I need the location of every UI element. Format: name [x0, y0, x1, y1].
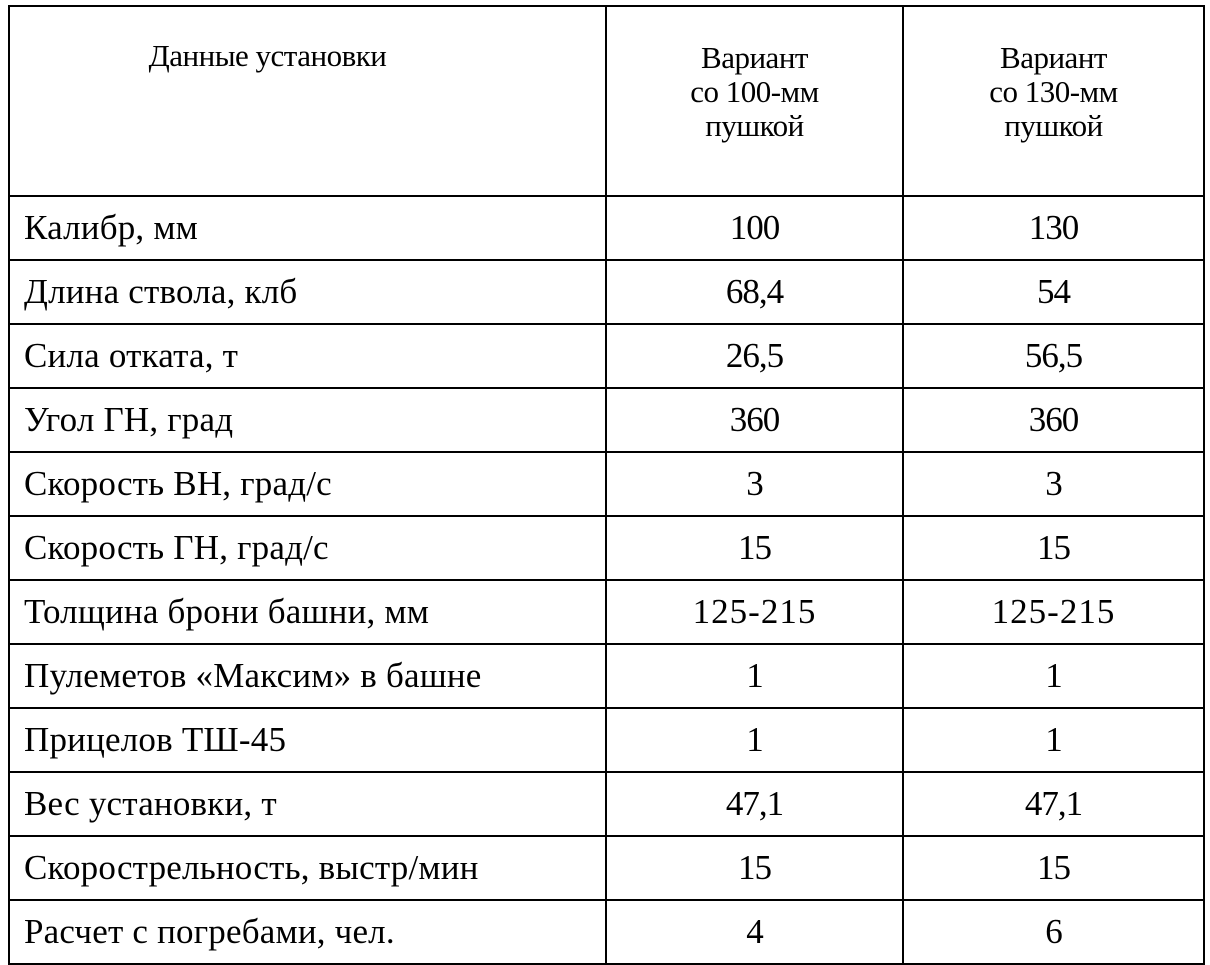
header-variant-130mm-line1: Вариант — [1000, 40, 1107, 75]
table-row — [9, 516, 1204, 580]
header-row — [9, 6, 1204, 196]
header-variant-100mm-line1: Вариант — [701, 40, 808, 75]
value-130mm: 47,1 — [903, 772, 1204, 836]
value-100mm: 15 — [606, 516, 903, 580]
row-label: Скорость ГН, град/с — [9, 516, 606, 580]
value-130mm: 130 — [903, 196, 1204, 260]
table-row — [9, 324, 1204, 388]
row-label: Скорострельность, выстр/мин — [9, 836, 606, 900]
specifications-table — [8, 5, 1205, 965]
value-100mm: 100 — [606, 196, 903, 260]
value-100mm: 4 — [606, 900, 903, 964]
header-variant-100mm-line3: пушкой — [705, 108, 804, 143]
value-130mm: 54 — [903, 260, 1204, 324]
value-130mm: 3 — [903, 452, 1204, 516]
value-100mm: 3 — [606, 452, 903, 516]
header-variant-100mm — [606, 6, 903, 196]
row-label: Скорость ВН, град/с — [9, 452, 606, 516]
value-130mm: 1 — [903, 708, 1204, 772]
row-label: Прицелов ТШ-45 — [9, 708, 606, 772]
table-row — [9, 900, 1204, 964]
table-row — [9, 260, 1204, 324]
value-130mm: 15 — [903, 516, 1204, 580]
value-130mm: 1 — [903, 644, 1204, 708]
value-130mm: 15 — [903, 836, 1204, 900]
value-100mm: 125-215 — [606, 580, 903, 644]
value-100mm: 26,5 — [606, 324, 903, 388]
value-100mm: 47,1 — [606, 772, 903, 836]
value-130mm: 125-215 — [903, 580, 1204, 644]
value-130mm: 56,5 — [903, 324, 1204, 388]
table-row — [9, 580, 1204, 644]
table-row — [9, 772, 1204, 836]
row-label: Сила отката, т — [9, 324, 606, 388]
value-100mm: 68,4 — [606, 260, 903, 324]
header-variant-130mm-line2: со 130-мм — [989, 74, 1118, 109]
value-130mm: 6 — [903, 900, 1204, 964]
value-100mm: 1 — [606, 644, 903, 708]
header-installation-data: Данные установки — [9, 6, 606, 196]
row-label: Пулеметов «Максим» в башне — [9, 644, 606, 708]
header-variant-100mm-line2: со 100-мм — [690, 74, 819, 109]
row-label: Калибр, мм — [9, 196, 606, 260]
value-100mm: 1 — [606, 708, 903, 772]
table-row — [9, 452, 1204, 516]
header-variant-130mm-line3: пушкой — [1004, 108, 1103, 143]
row-label: Толщина брони башни, мм — [9, 580, 606, 644]
table-row — [9, 644, 1204, 708]
table-row — [9, 196, 1204, 260]
row-label: Длина ствола, клб — [9, 260, 606, 324]
value-100mm: 15 — [606, 836, 903, 900]
row-label: Угол ГН, град — [9, 388, 606, 452]
header-variant-130mm — [903, 6, 1204, 196]
table-row — [9, 708, 1204, 772]
table-row — [9, 388, 1204, 452]
table-row — [9, 836, 1204, 900]
row-label: Вес установки, т — [9, 772, 606, 836]
value-130mm: 360 — [903, 388, 1204, 452]
value-100mm: 360 — [606, 388, 903, 452]
row-label: Расчет с погребами, чел. — [9, 900, 606, 964]
